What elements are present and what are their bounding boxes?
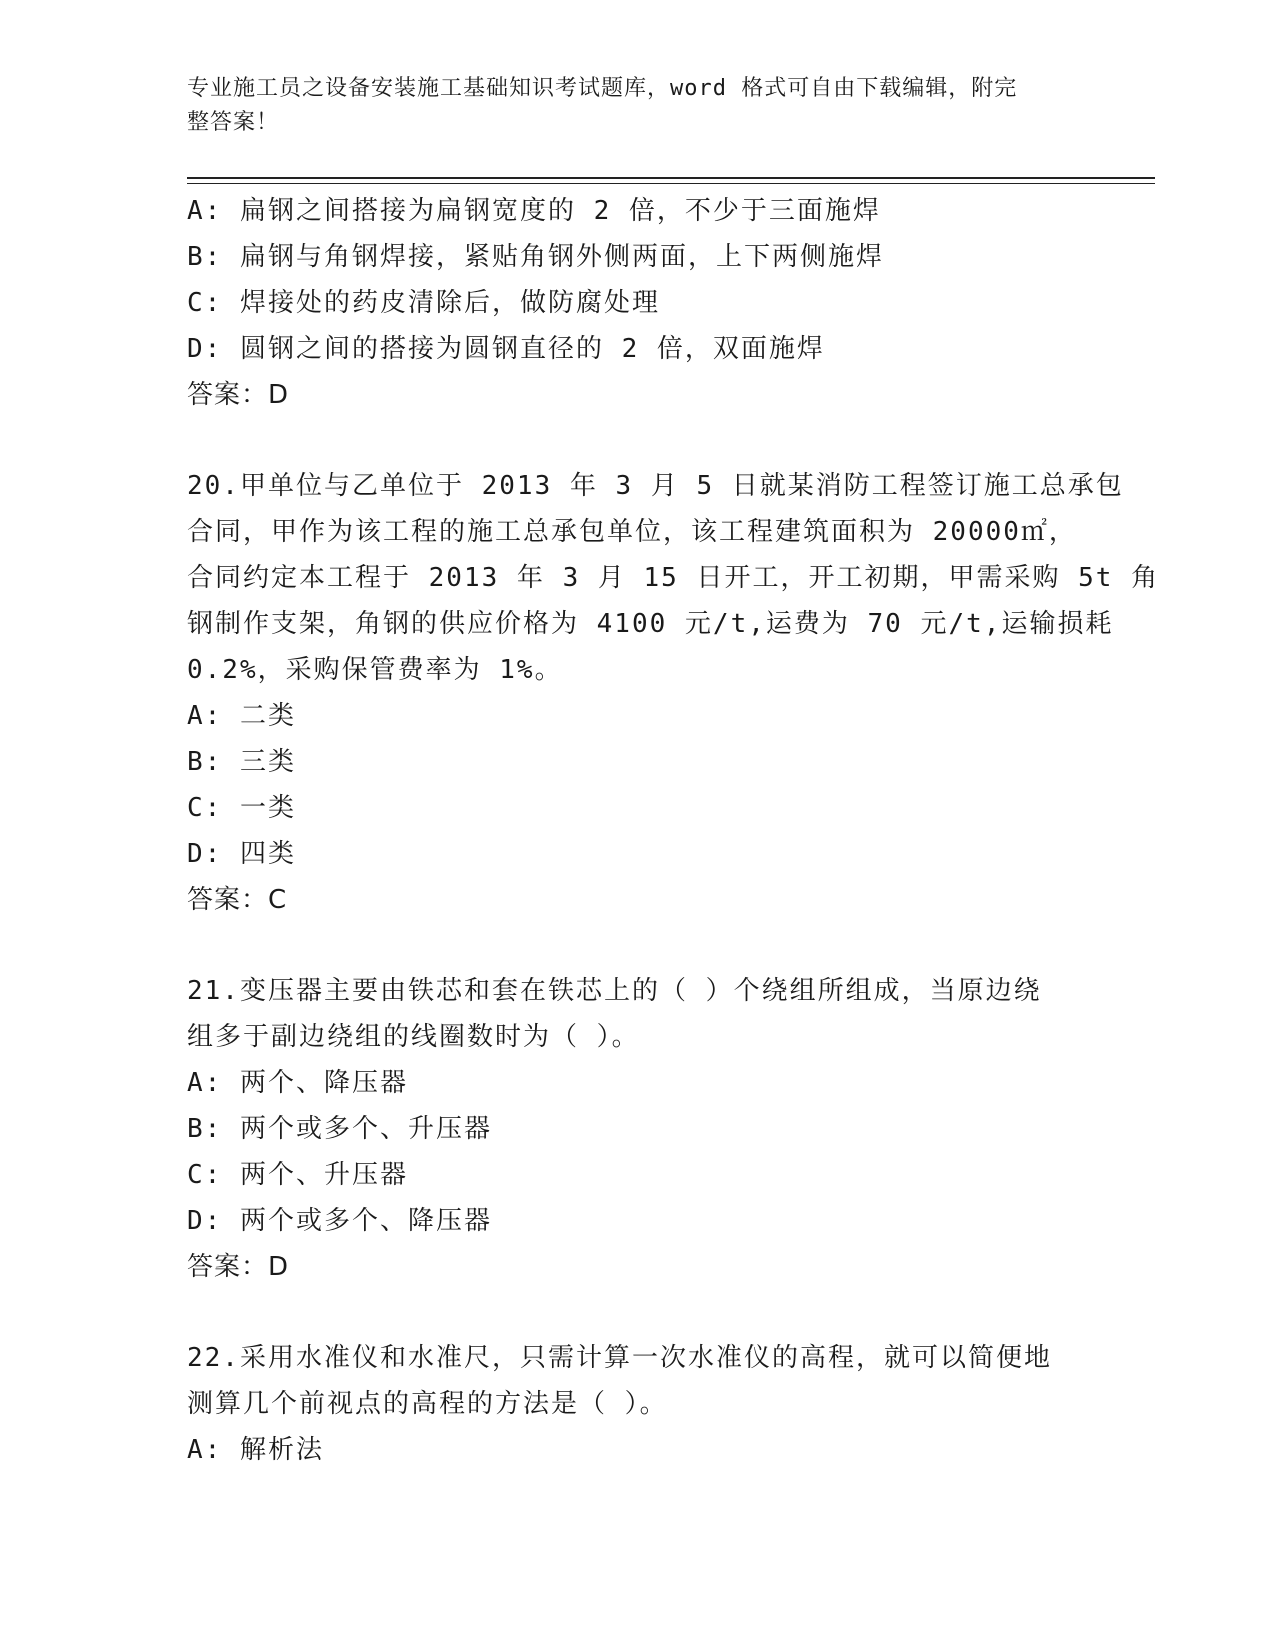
question-block-20: [187, 463, 1160, 923]
spacer: [187, 923, 1087, 968]
header-divider-thick: [187, 177, 1155, 179]
spacer: [187, 1290, 1087, 1335]
question-text-line: 钢制作支架，角钢的供应价格为 4100 元/t,运费为 70 元/t,运输损耗: [187, 609, 1114, 639]
option-c: C: 两个、升压器: [187, 1160, 408, 1190]
answer: 答案：C: [187, 885, 288, 915]
header-line-2: 整答案！: [187, 110, 280, 135]
question-block-22: [187, 1335, 1087, 1473]
question-text-line: 合同，甲作为该工程的施工总承包单位，该工程建筑面积为 20000㎡，: [187, 517, 1077, 547]
answer: 答案：D: [187, 1252, 290, 1282]
option-c: C: 一类: [187, 793, 296, 823]
option-a: A: 两个、降压器: [187, 1068, 408, 1098]
question-text-line: 20.甲单位与乙单位于 2013 年 3 月 5 日就某消防工程签订施工总承包: [187, 471, 1124, 501]
option-c: C: 焊接处的药皮清除后，做防腐处理: [187, 288, 660, 318]
option-b: B: 三类: [187, 747, 296, 777]
option-d: D: 四类: [187, 839, 296, 869]
option-d: D: 圆钢之间的搭接为圆钢直径的 2 倍，双面施焊: [187, 334, 825, 364]
spacer: [187, 418, 1087, 463]
question-block-21: [187, 968, 1087, 1290]
document-header: [187, 72, 1067, 140]
document-body: [187, 188, 1160, 1473]
option-a: A: 解析法: [187, 1435, 324, 1465]
option-a: A: 扁钢之间搭接为扁钢宽度的 2 倍，不少于三面施焊: [187, 196, 881, 226]
question-text-line: 合同约定本工程于 2013 年 3 月 15 日开工，开工初期，甲需采购 5t 角: [187, 563, 1160, 593]
question-block-19: [187, 188, 1087, 418]
question-text-line: 21.变压器主要由铁芯和套在铁芯上的（ ）个绕组所组成，当原边绕: [187, 976, 1042, 1006]
option-b: B: 两个或多个、升压器: [187, 1114, 492, 1144]
option-a: A: 二类: [187, 701, 296, 731]
option-b: B: 扁钢与角钢焊接，紧贴角钢外侧两面，上下两侧施焊: [187, 242, 884, 272]
question-text-line: 0.2%，采购保管费率为 1%。: [187, 655, 563, 685]
option-d: D: 两个或多个、降压器: [187, 1206, 492, 1236]
header-line-1: 专业施工员之设备安装施工基础知识考试题库，word 格式可自由下载编辑，附完: [187, 76, 1018, 101]
question-text-line: 22.采用水准仪和水准尺，只需计算一次水准仪的高程，就可以简便地: [187, 1343, 1052, 1373]
answer: 答案：D: [187, 380, 290, 410]
header-divider-thin: [187, 183, 1155, 184]
question-text-line: 测算几个前视点的高程的方法是（ ）。: [187, 1389, 668, 1419]
question-text-line: 组多于副边绕组的线圈数时为（ ）。: [187, 1022, 640, 1052]
